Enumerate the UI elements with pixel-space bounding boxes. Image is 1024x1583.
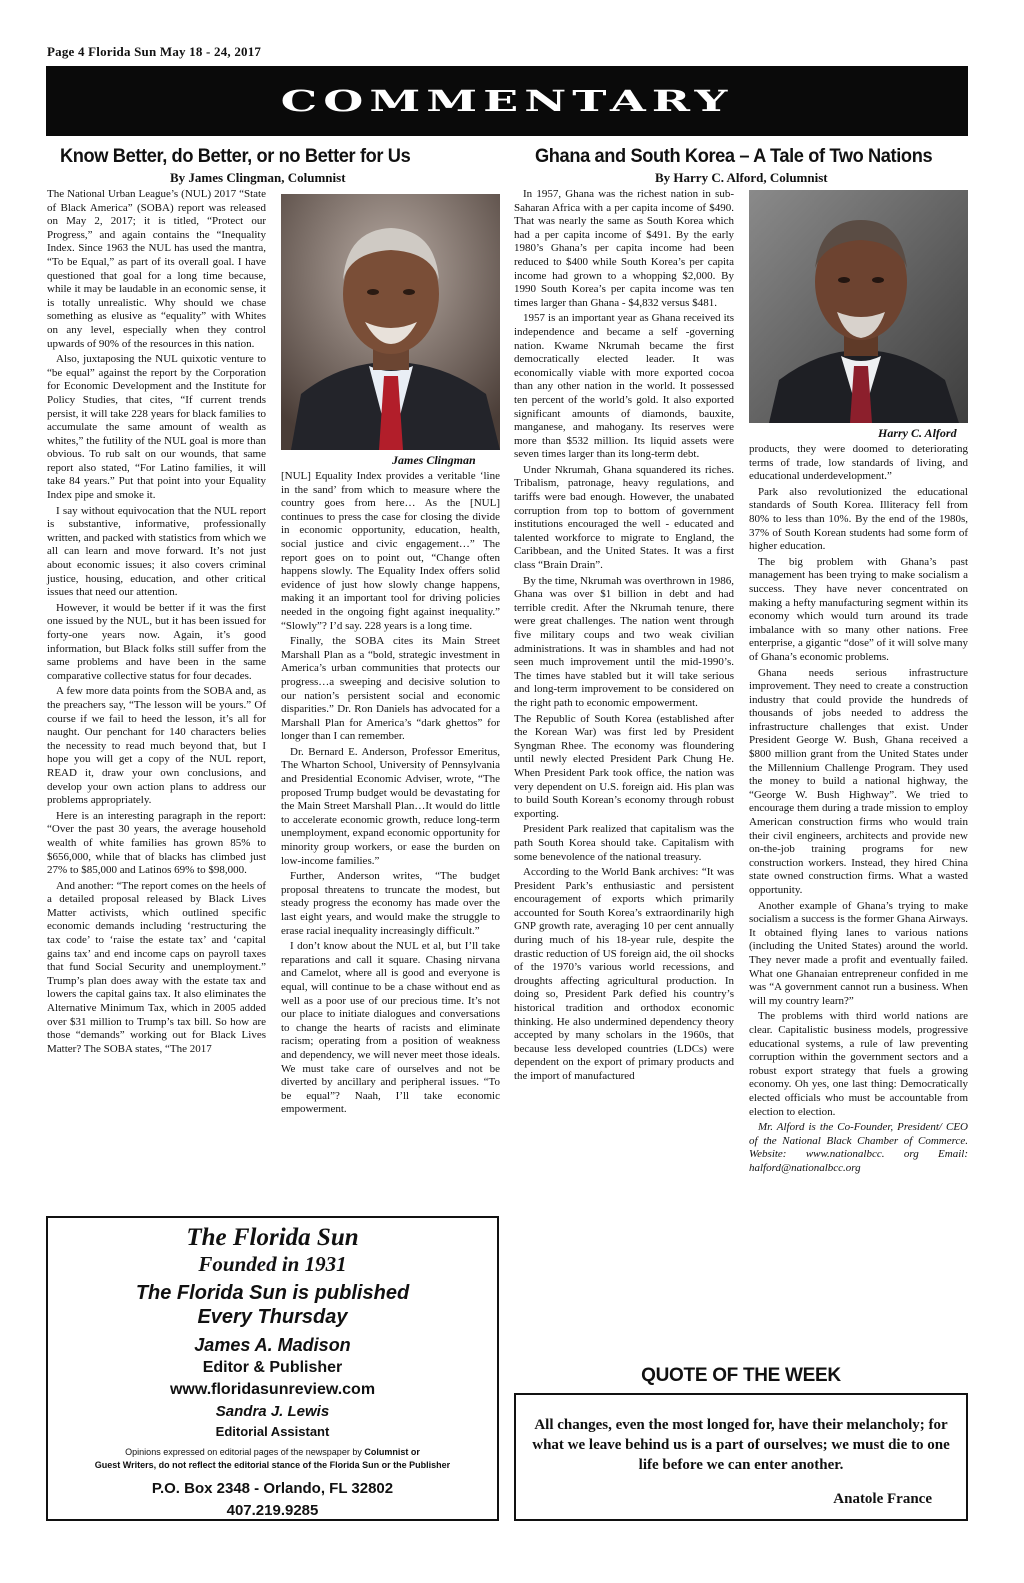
paragraph: I say without equivocation that the NUL report is substantive, informative, professionally written, and packed with statistics from which we all can learn and move forward. It’s not just about economic issues; it also covers criminal justice, housing, education, and other critical issues that need our attention. [47, 504, 266, 599]
masthead-name: The Florida Sun [186, 1224, 359, 1251]
phone-number: 407.219.9285 [226, 1502, 319, 1519]
paragraph: The problems with third world nations are clear. Capitalistic business models, progressive educational systems, a rule of law preventing corruption within the government sectors and a robust export strategy that fuels a growing economy. Oh yes, one last thing: Democratically elected officials who must be accountable from election to election. [749, 1010, 968, 1118]
mailing-address: P.O. Box 2348 - Orlando, FL 32802 [151, 1480, 394, 1497]
paragraph: President Park realized that capitalism was the path South Korea should take. Capitalism with some benevolence of the national treasury. [514, 823, 734, 863]
paragraph: products, they were doomed to deteriorating terms of trade, low standards of living, and educational underdevelopment.” [749, 443, 968, 483]
editor-title: Editor & Publisher [202, 1359, 343, 1376]
columnist-photo-harry-alford [749, 190, 968, 423]
article2-column-2 [749, 443, 968, 1177]
masthead-founded: Founded in 1931 [198, 1252, 347, 1276]
paragraph: 1957 is an important year as Ghana received its independence and became a self -governing nation. Kwame Nkrumah became the first democratically elected leader. It was economically viable with more exported cocoa than any other nation in the world. It possessed ten percent of the world’s gold. It also exported significant amounts of diamonds, bauxite, manganese, and mahogany. Its reserves were more than $532 million. Its liquid assets were seven times larger than its long-term debt. [514, 312, 734, 461]
masthead-box [46, 1216, 499, 1521]
disclaimer-emphasis: Columnist or [364, 1447, 420, 1457]
paragraph: Further, Anderson writes, “The budget proposal threatens to truncate the modest, but steady progress the economy has made over the last eight years, and would make the struggle to erase racial inequality increasingly difficult.” [281, 870, 500, 937]
paragraph: [NUL] Equality Index provides a veritable ‘line in the sand’ from which to measure where the country goes from here… As the [NUL] continues to press the case for closing the divide in economic opportunity, education, health, social justice and civic engagement…” The report goes on to point out, “Change often happens slowly. The Equality Index offers solid evidence of just how slowly change happens, making it an important tool for driving policies needed in the ongoing fight against inequality.” “Slowly”? I’d say. 228 years is a long time. [281, 470, 500, 632]
paragraph: By the time, Nkrumah was overthrown in 1986, Ghana was over $1 billion in debt and had terrible credit. After the Nkrumah tenure, there were great challenges. The nation went through five military coups and two weak civilian administrations. It was in shambles and had not seen much improvement until the mid-1990’s. The times have stabled but it will take serious and long-term improvement to be considered on the right path to economic empowerment. [514, 574, 734, 709]
disclaimer-text: Opinions expressed on editorial pages of the newspaper by [125, 1447, 365, 1457]
article1-column-1 [47, 188, 266, 1058]
masthead-published-line2: Every Thursday [197, 1306, 348, 1328]
masthead-published-line1: The Florida Sun is published [135, 1282, 410, 1304]
article1-column-2 [281, 470, 500, 1119]
photo-caption-harry-alford: Harry C. Alford [878, 426, 957, 440]
assistant-name: Sandra J. Lewis [215, 1403, 330, 1420]
article1-byline: By James Clingman, Columnist [170, 170, 346, 185]
article2-byline: By Harry C. Alford, Columnist [655, 170, 828, 185]
photo-caption-james-clingman: James Clingman [392, 453, 476, 467]
paragraph: And another: “The report comes on the heels of a detailed proposal released by Black Lives Matter activists, which outlined specific economic demands including ‘restructuring the tax code’ to ‘raise the estate tax’ and ‘capital gains tax’ and end income caps on payroll taxes that fund Social Security and unemployment.” Trump’s plan does away with the estate tax and lowers the capital gains tax. It also eliminates the Alternative Minimum Tax, which in 2005 added over $31 million to Trump’s tax bill. So how are those “demands” working out for Black Lives Matter? The SOBA states, “The 2017 [47, 879, 266, 1055]
article2-headline: Ghana and South Korea – A Tale of Two Nations [535, 146, 933, 167]
disclaimer-line2: Guest Writers, do not reflect the editorial stance of the Florida Sun or the Publisher [94, 1460, 451, 1470]
paragraph: A few more data points from the SOBA and, as the preachers say, “The lesson will be yours.” Of course if we fail to heed the lesson, it’s all for naught. Our penchant for 140 characters belies the necessity to read much beyond that, but I hope you will get a copy of the NUL report, READ it, draw your own conclusions, and develop your own action plans to address our problems appropriately. [47, 685, 266, 807]
author-bio: Mr. Alford is the Co-Founder, President/ CEO of the National Black Chamber of Commerce. Website: www.nationalbcc. org Email: halford@nationalbcc.org [749, 1121, 968, 1174]
section-banner-title: COMMENTARY [280, 84, 734, 118]
paragraph: The big problem with Ghana’s past management has been trying to make socialism a success. They have never concentrated on making a hefty manufacturing segment within its economy which would turn around its trade imbalance with so many other nations. Free enterprise, a gigantic “dose” of it will solve many of Ghana’s economic problems. [749, 555, 968, 663]
columnist-photo-james-clingman [281, 194, 500, 450]
section-banner [46, 66, 968, 136]
paragraph: Under Nkrumah, Ghana squandered its riches. Tribalism, patronage, heavy regulations, and tariffs were bad enough. However, the unabated corruption from top to bottom of government institutions encouraged the well - educated and talented workforce to migrate to England, the Caribbean, and the United States. It was a first class “Brain Drain”. [514, 463, 734, 572]
paragraph: According to the World Bank archives: “It was President Park’s enthusiastic and persistent encouragement of exports which primarily accounted for South Korea’s extraordinarily high GNP growth rate, averaging 10 per cent annually during much of his 18-year rule, despite the drastic reduction of US foreign aid, the oil shocks of the 1970’s various world recessions, and droughts affecting agricultural production. In doing so, President Park defied his country’s historical tradition and orthodox economic thinking. He also undermined dependency theory accepted by many scholars in the 1960s, that because less developed countries (LDCs) were dependent on the export of primary products and the import of manufactured [514, 866, 734, 1082]
paragraph: I don’t know about the NUL et al, but I’ll take reparations and call it square. Chasing nirvana and Camelot, where all is good and everyone is equal, will continue to be a chase without end as well as a poor use of our precious time. It’s not our place to initiate dialogues and conversations to change the hearts of racists and eliminate racism; operating from a position of weakness and dependency, we will never meet those ideals. We must take care of ourselves and not be diverted by ancillary and peripheral issues. “To be equal”? Naah, I’ll take economic empowerment. [281, 940, 500, 1116]
quote-text: All changes, even the most longed for, have their melancholy; for what we leave behind us is a part of ourselves; we must die to one life before we can enter another. [532, 1417, 950, 1473]
assistant-title: Editorial Assistant [215, 1424, 330, 1439]
page-folio: Page 4 Florida Sun May 18 - 24, 2017 [47, 44, 262, 59]
paragraph: The National Urban League’s (NUL) 2017 “State of Black America” (SOBA) report was released on May 2, 2017; it is titled, “Protect our Progress,” and again contains the “Inequality Index. Since 1963 the NUL has used the mantra, “To be Equal,” as part of its overall goal. I have questioned that goal for a long time because, while it may be laudable in an economic sense, it is totally unrealistic. Why should we chase something as elusive as “equality” with Whites on any level, especially when they control upwards of 90% of the resources in this nation. [47, 188, 266, 350]
disclaimer-line1 [48, 1446, 497, 1459]
paragraph: Here is an interesting paragraph in the report: “Over the past 30 years, the average household wealth of white families has grown 85% to $656,000, while that of blacks has climbed just 27% to $85,000 and Latinos 69% to $98,000. [47, 809, 266, 877]
paragraph: In 1957, Ghana was the richest nation in sub-Saharan Africa with a per capita income of $490. That was nearly the same as South Korea which had a per capita income of $491. By the early 1980’s Ghana’s per capita income had been reduced to $400 while South Korea’s per capita income had grown to a whopping $2,000. By 1990 South Korea’s per capita income was ten times larger than Ghana - $4,832 versus $481. [514, 188, 734, 309]
paragraph: Another example of Ghana’s trying to make socialism a success is the former Ghana Airways. It obtained flying lanes to various nations (including the United States) around the world. They never made a profit and eventually failed. What one Ghanaian entrepreneur confided in me was “A government cannot run a business. When will my country learn?” [749, 899, 968, 1007]
paragraph: Finally, the SOBA cites its Main Street Marshall Plan as a “bold, strategic investment in America’s urban communities that protects our progress…a sweeping and decisive solution to our nation’s persistent social and economic disparities.” Dr. Ron Daniels has advocated for a Marshall Plan for America’s “dark ghettos” for longer than I can remember. [281, 635, 500, 743]
paragraph: Park also revolutionized the educational standards of South Korea. Illiteracy fell from 80% to less than 10%. By the end of the 1980s, 37% of South Korean students had some form of higher education. [749, 485, 968, 553]
editor-name: James A. Madison [194, 1335, 351, 1355]
quote-box [514, 1393, 968, 1521]
article2-column-1 [514, 188, 734, 1086]
portrait-illustration [281, 194, 500, 450]
quote-author: Anatole France [833, 1491, 932, 1507]
portrait-illustration [749, 190, 968, 423]
paragraph: Dr. Bernard E. Anderson, Professor Emeritus, The Wharton School, University of Pennsylvania and Presidential Economic Adviser, wrote, “The proposed Trump budget would be devastating for the Main Street Marshall Plan…It would do little to accelerate economic growth, reduce long-term unemployment, expand economic opportunity for minority group workers, or ease the burden on low-income families.” [281, 745, 500, 867]
quote-heading: QUOTE OF THE WEEK [641, 1365, 841, 1386]
website-link[interactable]: www.floridasunreview.com [169, 1381, 376, 1398]
paragraph: Also, juxtaposing the NUL quixotic venture to “be equal” against the report by the Corporation for Economic Development and the Institute for Policy Studies, that cites, “If current trends persist, it will take 228 years for black families to accumulate the same amount of wealth as whites,” the futility of the NUL goal is more than obvious. To rub salt on our wounds, that same report also stated, “For Latino families, it will take 84 years.” Put that point into your Equality Index pipe and smoke it. [47, 353, 266, 502]
paragraph: Ghana needs serious infrastructure improvement. They need to create a construction industry that could provide the hundreds of thousands of jobs needed to address the infrastructure challenges that exist. Under President George W. Bush, Ghana received a $800 million grant from the United States under the Millennium Challenge Program. They used the money to build a national highway, the “George W. Bush Highway”. We tried to encourage them during a trade mission to employ American construction firms who would train their civil engineers, architects and provide new on-the-job training programs for new construction workers. Instead, they hired China state owned construction firms. What a wasted opportunity. [749, 666, 968, 896]
paragraph: However, it would be better if it was the first one issued by the NUL, but it has been issued for forty-one years now. Again, it’s good information, but Black folks still suffer from the same problems and have been in the same comparative collective status for four decades. [47, 601, 266, 682]
article1-headline: Know Better, do Better, or no Better for Us [60, 146, 411, 167]
paragraph: The Republic of South Korea (established after the Korean War) was first led by President Syngman Rhee. The economy was floundering until newly elected President Park Chung He. When President Park took office, the nation was very dependent on U.S. foreign aid. His plan was to build South Korean’s economy through robust exporting. [514, 712, 734, 820]
